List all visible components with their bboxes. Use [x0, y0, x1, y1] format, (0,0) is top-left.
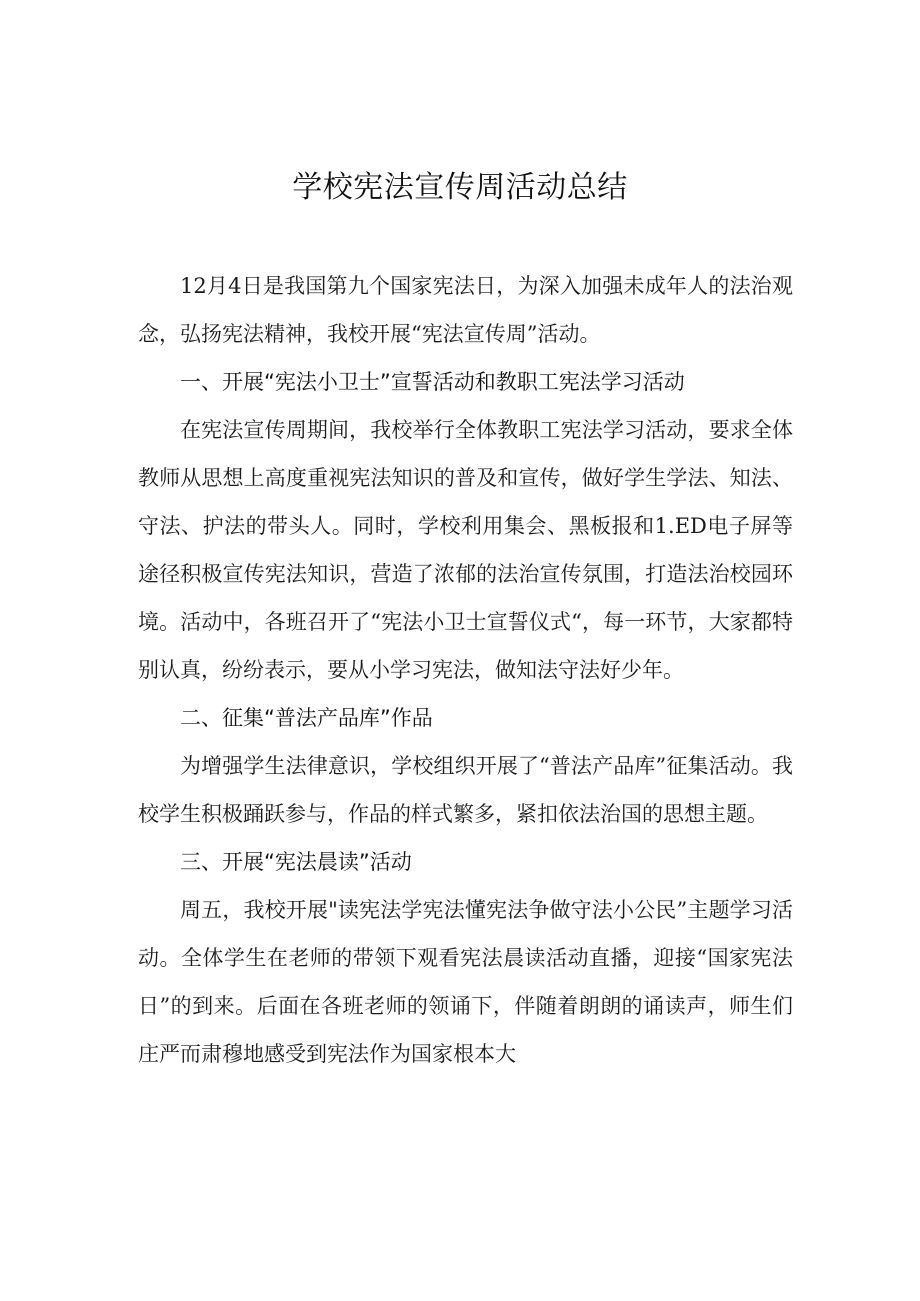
intro-paragraph: 12月4日是我国第九个国家宪法日，为深入加强未成年人的法治观念，弘扬宪法精神，我校开展“宪法宣传周”活动。 [138, 274, 793, 346]
document-title: 学校宪法宣传周活动总结 [292, 170, 628, 205]
section-2-heading: 二、征集“普法产品库”作品 [180, 706, 433, 730]
document-body [138, 262, 793, 1078]
section-3-paragraph: 周五，我校开展"读宪法学宪法懂宪法争做守法小公民”主题学习活动。全体学生在老师的带领下观看宪法晨读活动直播，迎接“国家宪法日”的到来。后面在各班老师的领诵下，伴随着朗朗的诵读声，师生们庄严而肃穆地感受到宪法作为国家根本大 [138, 898, 793, 1066]
section-1-heading: 一、开展“宪法小卫士”宣誓活动和教职工宪法学习活动 [180, 370, 685, 394]
section-3-heading: 三、开展“宪法晨读”活动 [180, 850, 412, 874]
section-2-paragraph: 为增强学生法律意识，学校组织开展了“普法产品库”征集活动。我校学生积极踊跃参与，作品的样式繁多，紧扣依法治国的思想主题。 [138, 754, 793, 826]
section-1-paragraph: 在宪法宣传周期间，我校举行全体教职工宪法学习活动，要求全体教师从思想上高度重视宪法知识的普及和宣传，做好学生学法、知法、守法、护法的带头人。同时，学校利用集会、黑板报和1.ED电子屏等途径积极宣传宪法知识，营造了浓郁的法治宣传氛围，打造法治校园环境。活动中，各班召开了“宪法小卫士宣誓仪式“，每一环节，大家都特别认真，纷纷表示，要从小学习宪法，做知法守法好少年。 [138, 418, 793, 682]
